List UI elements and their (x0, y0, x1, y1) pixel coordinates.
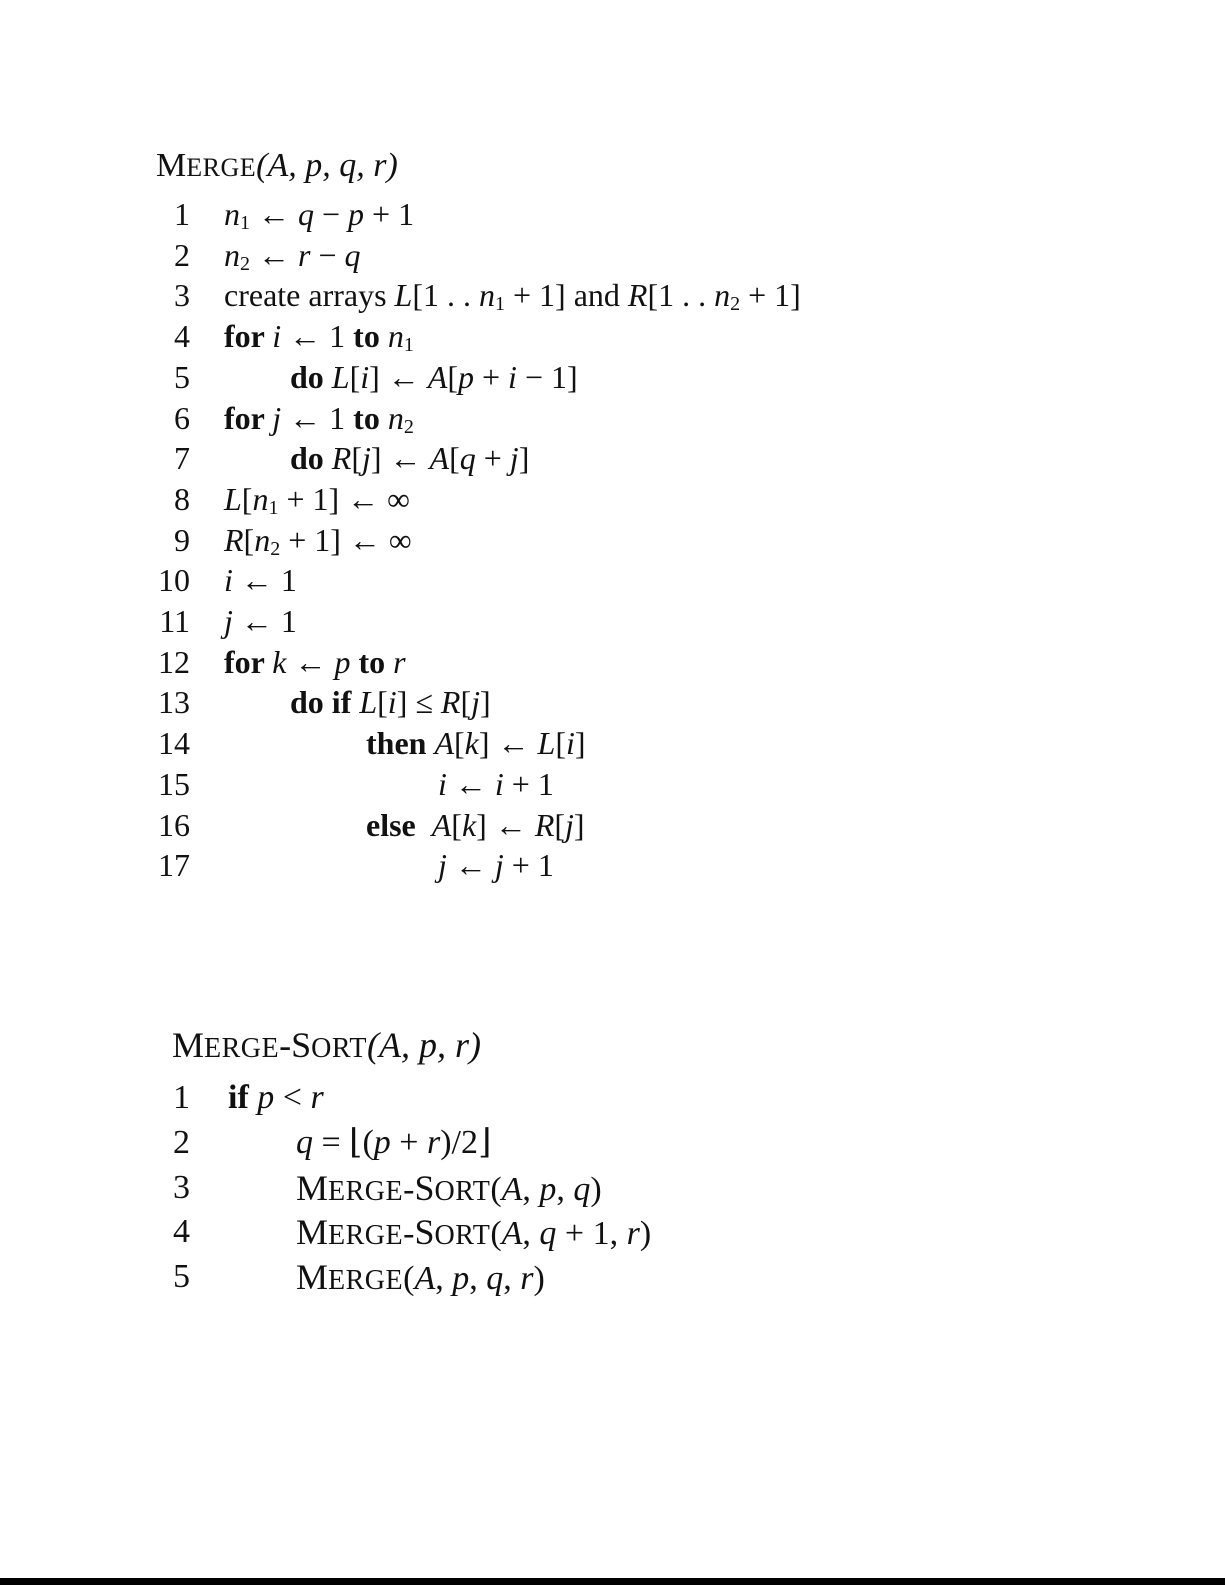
line-code (438, 845, 554, 885)
code-token: j (509, 440, 519, 477)
code-token: i (224, 562, 233, 599)
code-token: j (272, 399, 282, 436)
code-token: ← (446, 765, 495, 802)
code-token: k (272, 643, 287, 680)
line-code (224, 601, 297, 641)
code-token: R (440, 684, 461, 721)
line-number: 3 (174, 277, 190, 314)
line-code (224, 194, 414, 234)
code-token: ] ← (369, 358, 428, 395)
code-token: − 1] (516, 358, 578, 395)
code-token: ORT (434, 1220, 491, 1252)
code-token: [ (449, 440, 460, 477)
line-number: 16 (158, 806, 190, 843)
code-token: ] (573, 806, 585, 843)
code-token: - (403, 1215, 415, 1253)
line-code (224, 520, 412, 560)
code-token: < (274, 1079, 311, 1116)
code-token: ← (250, 196, 298, 232)
code-token: q (344, 236, 361, 273)
line-code (296, 1257, 545, 1301)
code-token: i (387, 684, 397, 721)
code-token: j (471, 684, 480, 721)
line-number: 14 (158, 725, 190, 762)
code-token: 2 (240, 252, 250, 275)
code-token: [ (243, 521, 255, 558)
line-code (228, 1078, 324, 1118)
code-token: n (252, 480, 269, 517)
code-token: ( (403, 1260, 415, 1298)
code-token: if (228, 1079, 258, 1116)
code-token: − (310, 236, 345, 273)
line-code (366, 805, 585, 845)
code-token: [ (451, 806, 462, 843)
code-token: create arrays (224, 277, 395, 314)
line-number: 2 (173, 1123, 190, 1161)
line-code (224, 398, 414, 438)
code-token: q (459, 440, 476, 477)
code-token: ( (490, 1215, 502, 1253)
code-token: i (565, 725, 575, 762)
code-token: do if (290, 684, 360, 721)
code-token: p (373, 1123, 391, 1161)
code-token: A (501, 1170, 523, 1208)
code-token: ← 1 (281, 318, 354, 355)
line-code (296, 1123, 491, 1163)
code-token: for (224, 399, 273, 436)
line-number: 1 (173, 1079, 190, 1116)
code-token: r (426, 1123, 441, 1161)
line-number: 15 (158, 765, 190, 802)
code-token: , (522, 1215, 540, 1253)
line-code (296, 1212, 651, 1256)
code-token: ERGE (328, 1175, 404, 1207)
code-token: [ (555, 725, 566, 762)
code-token: i (272, 318, 282, 355)
code-token: j (362, 440, 371, 477)
line-number: 1 (174, 196, 190, 232)
code-token: ← (446, 847, 495, 884)
code-token: L (331, 358, 350, 395)
code-token: r (310, 1079, 324, 1116)
code-token: i (438, 765, 447, 802)
code-token: 1 (494, 293, 505, 316)
code-token: to (353, 399, 388, 436)
code-token: S (414, 1212, 435, 1253)
code-token: − (314, 196, 349, 232)
code-token: , (556, 1170, 574, 1208)
code-token: + 1] and (504, 277, 628, 314)
line-number: 11 (159, 603, 190, 639)
code-token: n (224, 196, 240, 232)
code-token: j (565, 806, 574, 843)
code-token: q (539, 1215, 557, 1253)
code-token: n (387, 318, 404, 355)
code-token: [ (554, 806, 566, 843)
code-token: q (573, 1170, 591, 1208)
line-code (224, 479, 410, 519)
code-token: ← 1 (232, 562, 297, 599)
merge-sort-title-small2: ORT (311, 1033, 367, 1064)
code-token: , (503, 1260, 521, 1298)
code-token: + 1 (503, 765, 554, 802)
line-code (224, 642, 406, 682)
code-token: ] ← (476, 806, 535, 843)
code-token: )/2⌋ (440, 1123, 492, 1161)
line-number: 8 (174, 480, 190, 517)
line-number: 3 (173, 1168, 190, 1206)
code-token: i (508, 358, 517, 395)
code-token: A (501, 1215, 523, 1253)
code-token: ERGE (328, 1220, 404, 1252)
code-token: j (438, 847, 447, 884)
code-token: i (494, 765, 504, 802)
code-token: ] ≤ (396, 684, 441, 721)
code-token: L (537, 725, 556, 762)
line-code (296, 1168, 602, 1212)
code-token: ] (518, 440, 530, 477)
code-token: r (393, 643, 406, 680)
code-token: n (714, 277, 731, 314)
code-token: for (224, 318, 273, 355)
code-token: 2 (730, 293, 741, 316)
code-token: L (359, 684, 378, 721)
code-token: q (298, 196, 314, 232)
code-token: n (478, 277, 495, 314)
code-token: ← (250, 236, 298, 273)
line-number: 5 (174, 358, 190, 395)
line-number: 17 (158, 847, 190, 884)
code-token: [ (351, 440, 362, 477)
code-token: n (224, 236, 240, 273)
merge-title-cap: M (156, 147, 187, 184)
code-token: + 1, (556, 1215, 627, 1253)
code-token: S (414, 1167, 435, 1208)
code-token: for (224, 643, 273, 680)
code-token: ) (533, 1260, 545, 1298)
code-token: p (334, 643, 351, 680)
merge-sort-title-dash: - (279, 1025, 292, 1065)
line-code (224, 235, 361, 275)
code-token: R (627, 277, 648, 314)
code-token: [ (349, 358, 361, 395)
code-token: R (331, 440, 352, 477)
line-code (224, 275, 801, 315)
code-token: - (403, 1170, 415, 1208)
code-token: [1 . . (412, 277, 479, 314)
line-code (438, 764, 554, 804)
code-token: j (224, 603, 233, 639)
code-token: ORT (434, 1175, 491, 1207)
merge-sort-title-small1: ERGE (204, 1033, 280, 1064)
code-token: [ (447, 358, 458, 395)
page-bottom-border (0, 1578, 1225, 1585)
code-token: j (494, 847, 504, 884)
line-number: 2 (174, 236, 190, 273)
code-token: ← 1 (281, 399, 354, 436)
code-token: p (348, 196, 365, 232)
code-token: else (366, 806, 432, 843)
code-token: = ⌊( (313, 1123, 374, 1161)
line-number: 4 (174, 318, 190, 355)
code-token: to (358, 643, 394, 680)
code-token: M (296, 1212, 329, 1253)
code-token: A (427, 358, 448, 395)
merge-sort-title-cap2: S (291, 1025, 312, 1065)
code-token: p (452, 1260, 470, 1298)
code-token: p (458, 358, 474, 395)
code-token: M (296, 1167, 329, 1208)
code-token: n (254, 521, 271, 558)
code-token: ] ← (370, 440, 430, 477)
code-token: ( (490, 1170, 502, 1208)
line-code (224, 560, 297, 600)
code-token: ← 1 (232, 603, 297, 639)
code-token: 1 (268, 496, 279, 519)
code-token: then (366, 725, 435, 762)
code-token: [ (460, 684, 472, 721)
code-token: 2 (403, 415, 414, 438)
code-token: to (353, 318, 388, 355)
code-token: L (394, 277, 413, 314)
code-token: [ (377, 684, 388, 721)
line-number: 5 (173, 1258, 190, 1296)
code-token: 1 (403, 334, 414, 357)
code-token: r (298, 236, 311, 273)
code-token: A (429, 440, 450, 477)
code-token: q (296, 1123, 313, 1161)
code-token: + (475, 440, 510, 477)
code-token: ] ← (478, 725, 538, 762)
code-token: n (387, 399, 404, 436)
line-number: 12 (158, 643, 190, 680)
line-code (290, 682, 491, 722)
code-token: [ (241, 480, 253, 517)
merge-sort-title (172, 1025, 481, 1069)
code-token: 1 (240, 212, 250, 234)
code-token: ← (286, 643, 335, 680)
code-token: , (522, 1170, 540, 1208)
code-token: + 1 (503, 847, 554, 884)
code-token: A (434, 725, 454, 762)
code-token: A (414, 1260, 436, 1298)
code-token: ] (574, 725, 586, 762)
code-token: M (296, 1257, 329, 1298)
code-token: [1 . . (647, 277, 715, 314)
code-token: ) (590, 1170, 602, 1208)
line-code (290, 357, 578, 397)
code-token: R (534, 806, 555, 843)
line-code (290, 438, 529, 478)
merge-title (156, 146, 398, 188)
code-token: , (435, 1260, 453, 1298)
code-token: + (390, 1123, 427, 1161)
code-token: do (290, 358, 332, 395)
merge-title-args: (A, p, q, r) (256, 147, 398, 184)
code-token: do (290, 440, 332, 477)
merge-sort-title-args: (A, p, r) (366, 1025, 481, 1065)
line-number: 7 (174, 440, 190, 477)
line-number: 4 (173, 1213, 190, 1251)
code-token: r (520, 1260, 534, 1298)
code-token: , (469, 1260, 487, 1298)
line-number: 9 (174, 521, 190, 558)
code-token: ERGE (328, 1265, 404, 1297)
code-token: + 1] ← ∞ (280, 521, 412, 558)
code-token: r (626, 1215, 640, 1253)
code-token: ) (639, 1215, 652, 1253)
code-token: i (360, 358, 370, 395)
code-token: k (461, 806, 477, 843)
code-token: + 1] (740, 277, 801, 314)
merge-title-small: ERGE (186, 153, 257, 182)
code-token: L (224, 480, 242, 517)
line-code (224, 316, 414, 356)
code-token: [ (454, 725, 465, 762)
code-token: ] (480, 684, 491, 721)
code-token: p (257, 1079, 275, 1116)
merge-sort-title-cap1: M (172, 1025, 205, 1065)
line-number: 6 (174, 399, 190, 436)
code-token: + 1] ← ∞ (278, 480, 410, 517)
line-code (366, 723, 586, 763)
code-token: + 1 (364, 196, 415, 232)
code-token: + (474, 358, 509, 395)
code-token: k (464, 725, 479, 762)
line-number: 10 (158, 562, 190, 599)
code-token: R (224, 521, 244, 558)
code-token: A (431, 806, 452, 843)
code-token: q (486, 1260, 504, 1298)
code-token: p (539, 1170, 557, 1208)
line-number: 13 (158, 684, 190, 721)
code-token: 2 (270, 537, 281, 560)
